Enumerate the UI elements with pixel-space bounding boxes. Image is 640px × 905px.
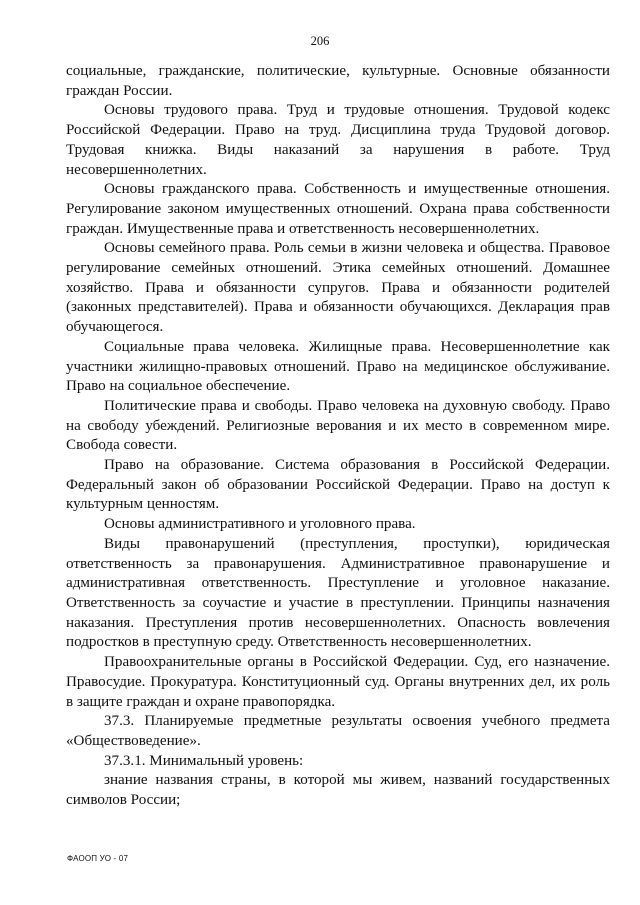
paragraph: Основы гражданского права. Собственность и имущественные отношения. Регулирование законом имущественных отношений. Охрана права собственности граждан. Имущественные права и ответственность несовершеннолетних. [66,181,610,237]
paragraph: Основы административного и уголовного права. [104,516,416,533]
paragraph: Основы семейного права. Роль семьи в жизни человека и общества. Правовое регулирование семейных отношений. Этика семейных отношений. Домашнее хозяйство. Права и обязанности супругов. Права и обязанности родителей (законных представителей). Права и обязанности обучающихся. Декларация прав обучающегося. [66,240,610,336]
paragraph: знание названия страны, в которой мы живем, названий государственных символов России; [66,772,610,809]
paragraph: 37.3.1. Минимальный уровень: [104,752,304,769]
body-text [66,62,610,811]
paragraph: Право на образование. Система образования в Российской Федерации. Федеральный закон об образовании Российской Федерации. Право на доступ к культурным ценностям. [66,457,610,513]
paragraph: Правоохранительные органы в Российской Федерации. Суд, его назначение. Правосудие. Прокуратура. Конституционный суд. Органы внутренних дел, их роль в защите граждан и охране правопорядка. [66,654,610,710]
paragraph: 37.3. Планируемые предметные результаты освоения учебного предмета «Обществоведение». [66,713,610,749]
footer-document-code: ФАООП УО - 07 [67,854,129,863]
paragraph: Социальные права человека. Жилищные права. Несовершеннолетние как участники жилищно-правовых отношений. Право на медицинское обслуживание. Право на социальное обеспечение. [66,338,610,395]
page-number: 206 [310,34,330,48]
paragraph: социальные, гражданские, политические, культурные. Основные обязанности граждан России. [66,63,610,99]
paragraph: Политические права и свободы. Право человека на духовную свободу. Право на свободу убеждений. Религиозные верования и их место в современном мире. Свобода совести. [66,397,610,454]
paragraph: Основы трудового права. Труд и трудовые отношения. Трудовой кодекс Российской Федерации. Право на труд. Дисциплина труда Трудовой договор. Трудовая книжка. Виды наказаний за нарушения в работе. Труд несовершеннолетних. [66,102,610,178]
paragraph: Виды правонарушений (преступления, проступки), юридическая ответственность за правонарушения. Административное правонарушение и административная ответственность. Преступление и уголовное наказание. Ответственность за соучастие и участие в преступлении. Принципы назначения наказания. Преступления против несовершеннолетних. Опасность вовлечения подростков в преступную среду. Ответственность несовершеннолетних. [66,535,610,651]
